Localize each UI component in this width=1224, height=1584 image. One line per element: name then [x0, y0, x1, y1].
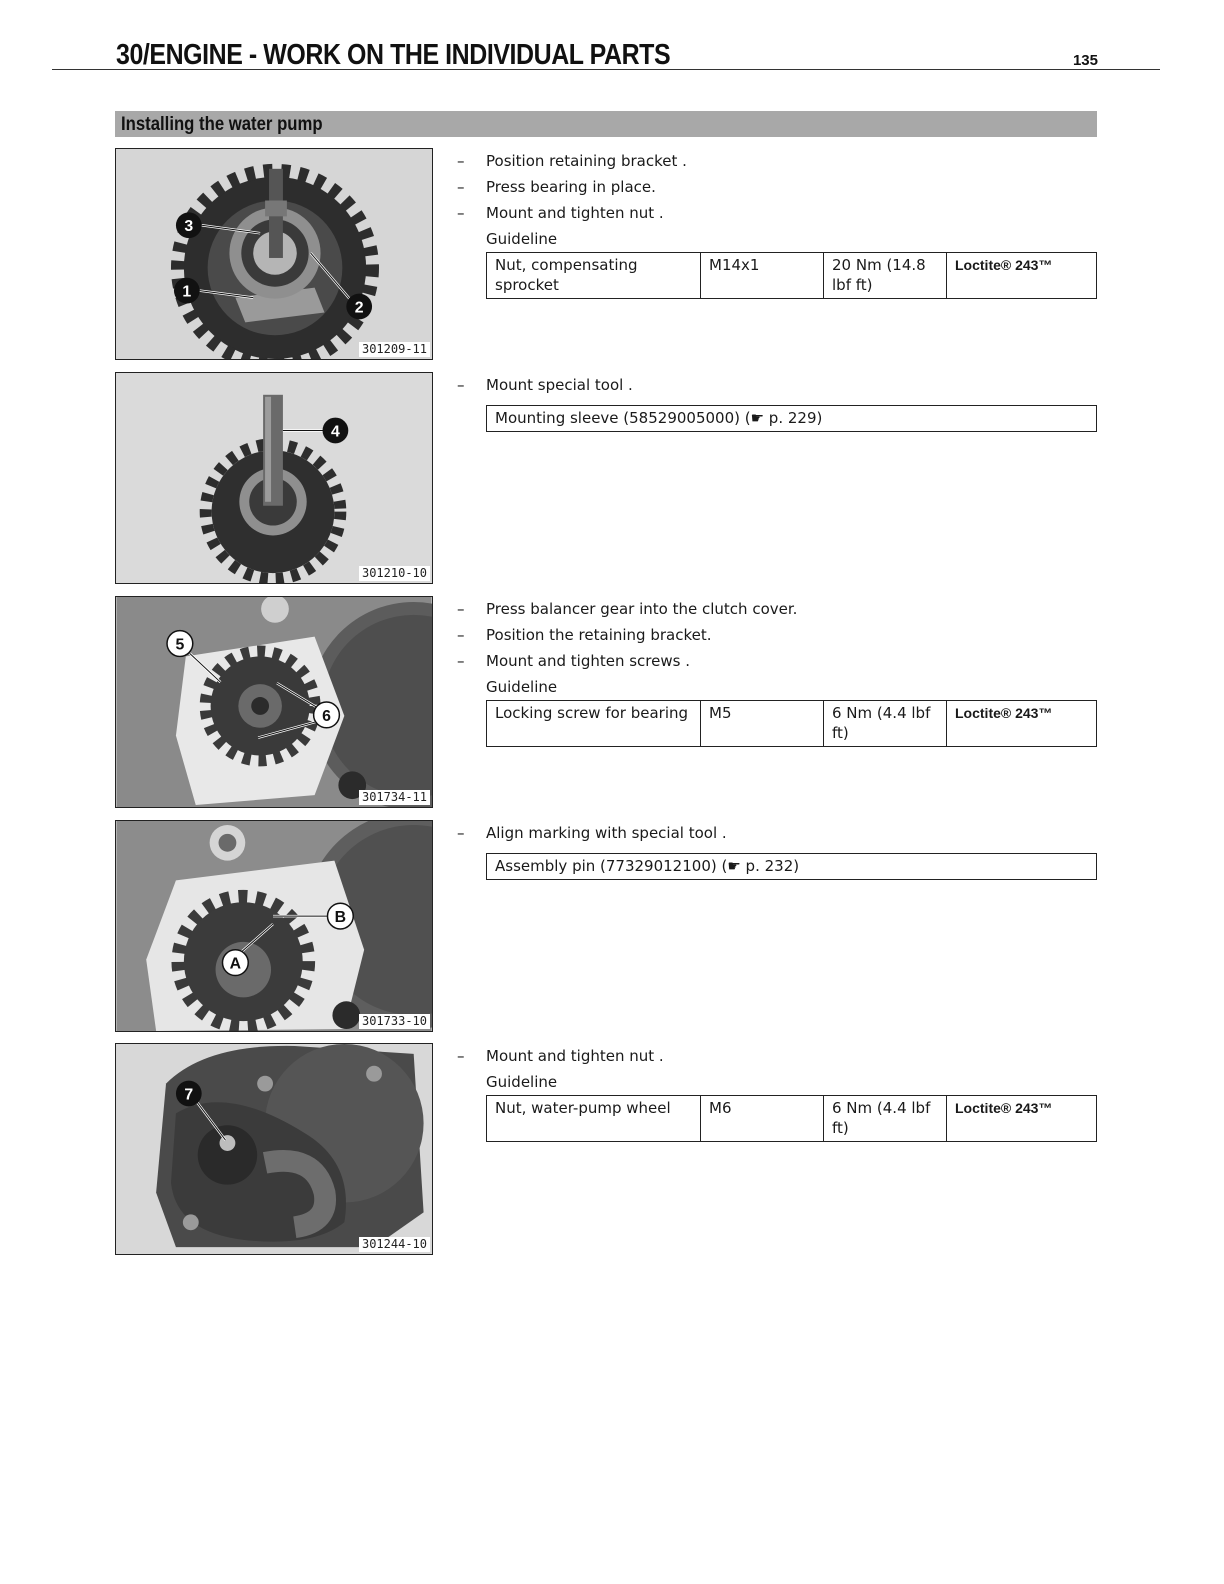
page-number: 135	[1072, 52, 1098, 69]
instruction-item: – Position retaining bracket .	[457, 152, 687, 170]
spec-table	[486, 1095, 1097, 1142]
photo-mounting-sleeve	[115, 372, 433, 584]
spec-thread: M6	[701, 1096, 824, 1142]
instruction-item: – Press bearing in place.	[457, 178, 656, 196]
spec-torque: 20 Nm (14.8 lbf ft)	[824, 253, 947, 299]
callout-7-label: 7	[184, 1086, 194, 1104]
spec-compound: Loctite® 243™	[947, 701, 1097, 747]
callout-a-label: A	[229, 955, 242, 973]
table-row	[487, 1096, 1097, 1142]
step-2-instructions	[457, 372, 1097, 432]
photo-code: 301209-11	[359, 342, 430, 357]
instruction-item: – Mount and tighten nut .	[457, 1047, 664, 1065]
step-4	[115, 820, 1097, 1034]
step-3	[115, 596, 1097, 810]
spec-torque: 6 Nm (4.4 lbf ft)	[824, 1096, 947, 1142]
page-header	[52, 36, 1160, 70]
spec-part: Nut, water-pump wheel	[487, 1096, 701, 1142]
instruction-item: – Mount and tighten nut .	[457, 204, 664, 222]
section-heading-bar	[115, 111, 1097, 137]
photo-code: 301244-10	[359, 1237, 430, 1252]
guideline-label: Guideline	[486, 678, 558, 696]
callouts-step-5	[116, 1044, 432, 1254]
step-5-instructions	[457, 1043, 1097, 1142]
photo-code: 301734-11	[359, 790, 430, 805]
table-row	[487, 253, 1097, 299]
callouts-step-4	[116, 821, 432, 1031]
step-3-instructions	[457, 596, 1097, 747]
photo-sprocket-bearing	[115, 148, 433, 360]
photo-water-pump-wheel	[115, 1043, 433, 1255]
spec-thread: M14x1	[701, 253, 824, 299]
instruction-item: – Press balancer gear into the clutch cover.	[457, 600, 798, 618]
section-title: Installing the water pump	[121, 114, 323, 135]
callouts-step-1	[116, 149, 432, 359]
callout-4-label: 4	[331, 423, 340, 441]
photo-balancer-gear	[115, 596, 433, 808]
callouts-step-3	[116, 597, 432, 807]
spec-compound: Loctite® 243™	[947, 253, 1097, 299]
step-1-instructions	[457, 148, 1097, 299]
guideline-label: Guideline	[486, 230, 558, 248]
special-tool-box: Assembly pin (77329012100) (☛ p. 232)	[486, 853, 1097, 880]
step-4-instructions	[457, 820, 1097, 880]
spec-table	[486, 700, 1097, 747]
photo-code: 301210-10	[359, 566, 430, 581]
table-row	[487, 701, 1097, 747]
guideline-label: Guideline	[486, 1073, 558, 1091]
step-5	[115, 1043, 1097, 1257]
spec-table	[486, 252, 1097, 299]
callout-1-label: 1	[182, 283, 192, 301]
instruction-item: – Align marking with special tool .	[457, 824, 727, 842]
callout-3-label: 3	[184, 218, 194, 236]
spec-part: Locking screw for bearing	[487, 701, 701, 747]
special-tool-box: Mounting sleeve (58529005000) (☛ p. 229)	[486, 405, 1097, 432]
chapter-title: 30/ENGINE - WORK ON THE INDIVIDUAL PARTS	[116, 39, 671, 71]
instruction-item: – Mount special tool .	[457, 376, 633, 394]
spec-thread: M5	[701, 701, 824, 747]
photo-alignment-marking	[115, 820, 433, 1032]
instruction-item: – Mount and tighten screws .	[457, 652, 690, 670]
instruction-item: – Position the retaining bracket.	[457, 626, 712, 644]
callouts-step-2	[116, 373, 432, 583]
callout-5-label: 5	[175, 636, 185, 654]
callout-6-label: 6	[322, 707, 331, 725]
step-1	[115, 148, 1097, 362]
callout-2-label: 2	[354, 299, 364, 317]
spec-torque: 6 Nm (4.4 lbf ft)	[824, 701, 947, 747]
callout-b-label: B	[334, 909, 347, 927]
spec-part: Nut, compensating sprocket	[487, 253, 701, 299]
spec-compound: Loctite® 243™	[947, 1096, 1097, 1142]
photo-code: 301733-10	[359, 1014, 430, 1029]
step-2	[115, 372, 1097, 586]
